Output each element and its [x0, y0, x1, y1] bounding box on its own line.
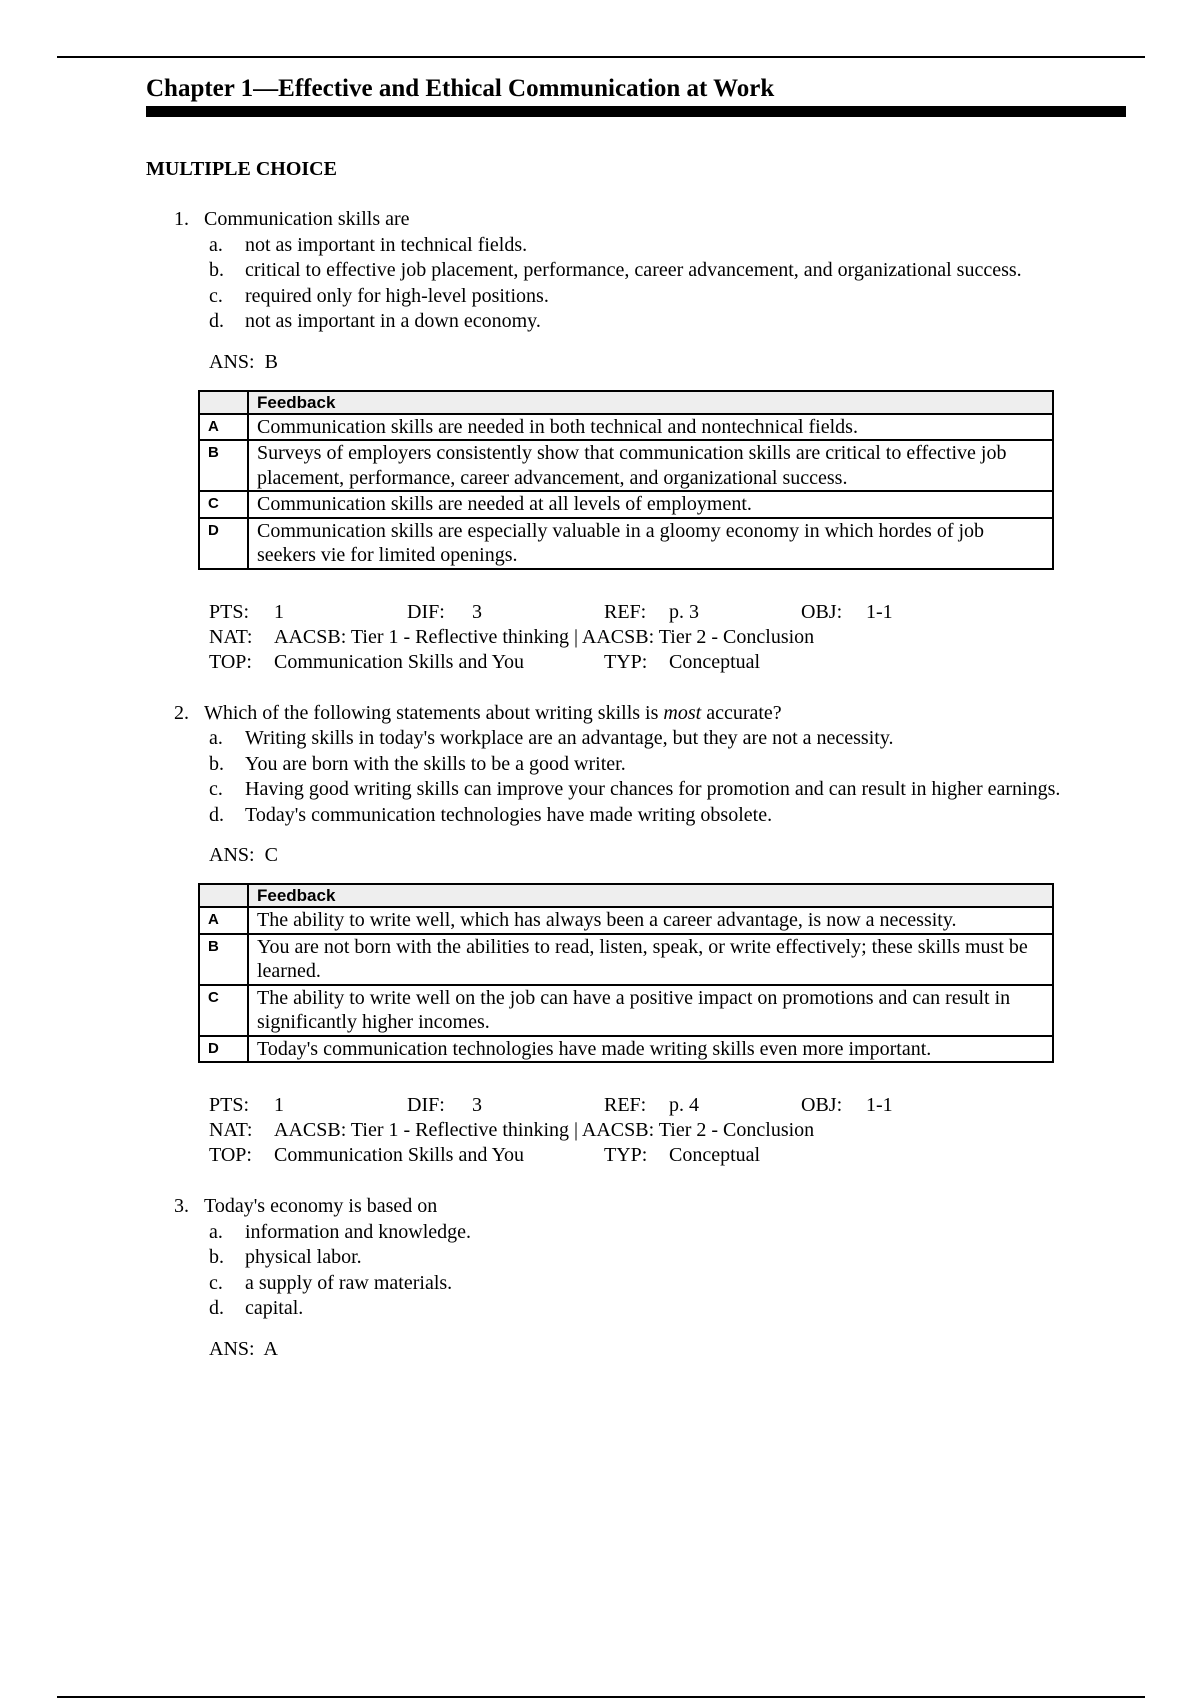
question-1: [146, 207, 1126, 675]
answer-label: ANS:: [209, 844, 255, 866]
nat-value: AACSB: Tier 1 - Reflective thinking | AACSB: Tier 2 - Conclusion: [274, 1119, 815, 1141]
feedback-header: Feedback: [248, 391, 1053, 414]
choice-letter: c.: [209, 284, 223, 307]
feedback-corner: [199, 884, 248, 907]
choice-list: [209, 726, 1126, 828]
question-metadata: [209, 1093, 1126, 1168]
obj-value: 1-1: [866, 600, 893, 623]
feedback-text: Communication skills are especially valuable in a gloomy economy in which hordes of job seekers vie for limited openings.: [248, 518, 1053, 569]
feedback-letter: D: [199, 1036, 248, 1063]
nat-label: NAT:: [209, 625, 253, 648]
typ-label: TYP:: [604, 1144, 648, 1166]
nat-label: NAT:: [209, 1119, 253, 1141]
pts-value: 1: [274, 600, 284, 623]
answer-line: [209, 843, 1126, 868]
feedback-table: [198, 883, 1054, 1063]
pts-value: 1: [274, 1094, 284, 1116]
choice-letter: a.: [209, 233, 223, 256]
choice-text: You are born with the skills to be a good writer.: [245, 752, 626, 775]
choice-text: capital.: [245, 1297, 304, 1319]
choice-d: [209, 309, 1126, 335]
stem-text-end: accurate?: [701, 701, 782, 724]
top-label: TOP:: [209, 650, 252, 673]
choice-a: [209, 726, 1126, 752]
ref-value: p. 4: [669, 1094, 699, 1116]
choice-c: [209, 284, 1126, 310]
feedback-text: The ability to write well, which has always been a career advantage, is now a necessity.: [248, 907, 1053, 934]
feedback-letter: B: [199, 440, 248, 491]
dif-value: 3: [472, 600, 482, 623]
feedback-row: [199, 518, 1053, 569]
top-value: Communication Skills and You: [274, 650, 525, 673]
feedback-text: You are not born with the abilities to read, listen, speak, or write effectively; these skills must be learned.: [248, 934, 1053, 985]
stem-emphasis: most: [663, 701, 702, 724]
answer-value: C: [264, 844, 278, 866]
feedback-row: [199, 414, 1053, 441]
feedback-text: Communication skills are needed in both technical and nontechnical fields.: [248, 414, 1053, 441]
feedback-table: [198, 390, 1054, 570]
pts-label: PTS:: [209, 1094, 250, 1116]
feedback-letter: D: [199, 518, 248, 569]
feedback-corner: [199, 391, 248, 414]
choice-letter: c.: [209, 1271, 223, 1294]
feedback-row: [199, 934, 1053, 985]
dif-label: DIF:: [407, 600, 445, 623]
dif-value: 3: [472, 1094, 482, 1116]
choice-text: not as important in technical fields.: [245, 233, 528, 256]
choice-d: [209, 1296, 1126, 1322]
choice-letter: d.: [209, 803, 224, 826]
choice-text: information and knowledge.: [245, 1220, 472, 1243]
feedback-header-row: [199, 391, 1053, 414]
typ-label: TYP:: [604, 650, 648, 673]
obj-value: 1-1: [866, 1094, 893, 1116]
top-label: TOP:: [209, 1144, 252, 1166]
choice-text: required only for high-level positions.: [245, 284, 549, 307]
stem-text: Which of the following statements about writing skills is: [204, 701, 664, 724]
stem-text: Communication skills are: [204, 208, 410, 230]
feedback-text: Today's communication technologies have made writing skills even more important.: [248, 1036, 1053, 1063]
top-value: Communication Skills and You: [274, 1144, 525, 1166]
feedback-text: Communication skills are needed at all levels of employment.: [248, 491, 1053, 518]
question-number: 3.: [174, 1195, 189, 1217]
feedback-letter: A: [199, 907, 248, 934]
feedback-row: [199, 907, 1053, 934]
stem-text: Today's economy is based on: [204, 1195, 438, 1217]
choice-text: not as important in a down economy.: [245, 310, 541, 332]
feedback-letter: C: [199, 985, 248, 1036]
chapter-title: Chapter 1—Effective and Ethical Communication at Work: [146, 75, 775, 102]
bottom-rule: [57, 1696, 1145, 1698]
choice-c: [209, 777, 1126, 803]
feedback-text: Surveys of employers consistently show that communication skills are critical to effective job placement, performance, career advancement, and organizational success.: [248, 440, 1053, 491]
feedback-row: [199, 491, 1053, 518]
document-page: [146, 74, 1126, 1362]
choice-text: critical to effective job placement, performance, career advancement, and organizational success.: [245, 259, 1022, 281]
choice-text: physical labor.: [245, 1246, 362, 1268]
choice-text: Today's communication technologies have made writing obsolete.: [245, 803, 773, 826]
feedback-header: Feedback: [248, 884, 1053, 907]
question-stem: [204, 207, 1126, 233]
choice-letter: d.: [209, 310, 224, 332]
answer-label: ANS:: [209, 1337, 255, 1360]
ref-value: p. 3: [669, 600, 699, 623]
choice-letter: d.: [209, 1297, 224, 1319]
choice-c: [209, 1271, 1126, 1297]
choice-a: [209, 233, 1126, 259]
feedback-header-row: [199, 884, 1053, 907]
choice-a: [209, 1220, 1126, 1246]
choice-text: a supply of raw materials.: [245, 1271, 453, 1294]
choice-b: [209, 1245, 1126, 1271]
dif-label: DIF:: [407, 1094, 445, 1116]
choice-letter: b.: [209, 752, 224, 775]
answer-value: B: [264, 350, 278, 373]
feedback-row: [199, 1036, 1053, 1063]
choice-text: Having good writing skills can improve your chances for promotion and can result in higher earnings.: [245, 778, 1061, 800]
question-metadata: [209, 600, 1126, 675]
choice-list: [209, 233, 1126, 335]
title-bar: [146, 106, 1126, 117]
typ-value: Conceptual: [669, 650, 761, 673]
pts-label: PTS:: [209, 600, 250, 623]
section-heading: MULTIPLE CHOICE: [146, 158, 337, 180]
top-rule: [57, 56, 1145, 58]
choice-d: [209, 803, 1126, 829]
choice-b: [209, 258, 1126, 284]
answer-line: [209, 1337, 1126, 1362]
feedback-letter: A: [199, 414, 248, 441]
answer-label: ANS:: [209, 350, 255, 373]
question-3: [146, 1194, 1126, 1362]
question-2: [146, 701, 1126, 1169]
question-number: 1.: [174, 208, 189, 230]
answer-value: A: [263, 1337, 278, 1360]
ref-label: REF:: [604, 600, 647, 623]
obj-label: OBJ:: [801, 1094, 843, 1116]
choice-letter: b.: [209, 1246, 224, 1268]
question-number: 2.: [174, 701, 189, 724]
answer-line: [209, 350, 1126, 375]
feedback-row: [199, 985, 1053, 1036]
ref-label: REF:: [604, 1094, 647, 1116]
obj-label: OBJ:: [801, 600, 843, 623]
typ-value: Conceptual: [669, 1144, 761, 1166]
choice-letter: a.: [209, 727, 223, 749]
choice-letter: a.: [209, 1220, 223, 1243]
feedback-text: The ability to write well on the job can have a positive impact on promotions and can result in significantly higher incomes.: [248, 985, 1053, 1036]
feedback-row: [199, 440, 1053, 491]
nat-value: AACSB: Tier 1 - Reflective thinking | AACSB: Tier 2 - Conclusion: [274, 625, 815, 648]
choice-text: Writing skills in today's workplace are an advantage, but they are not a necessity.: [245, 727, 894, 749]
choice-list: [209, 1220, 1126, 1322]
choice-letter: c.: [209, 778, 223, 800]
choice-letter: b.: [209, 259, 224, 281]
choice-b: [209, 752, 1126, 778]
feedback-letter: C: [199, 491, 248, 518]
question-stem: [204, 701, 1126, 727]
feedback-letter: B: [199, 934, 248, 985]
question-stem: [204, 1194, 1126, 1220]
